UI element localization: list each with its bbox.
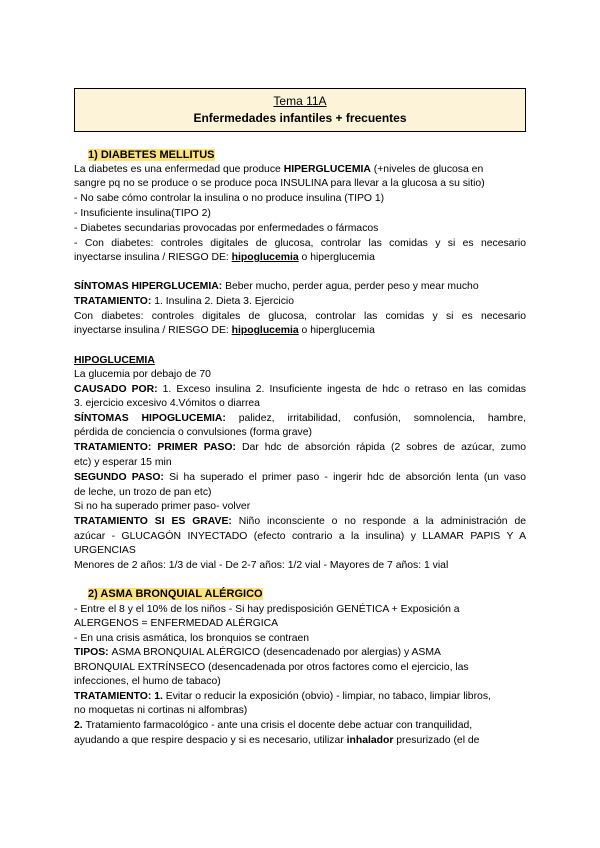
paragraph-line: infecciones, el humo de tabaco): [74, 676, 221, 687]
paragraph-line: URGENCIAS: [74, 545, 136, 556]
paragraph-line: etc) y esperar 15 min: [74, 457, 172, 468]
paragraph-line: TIPOS: ASMA BRONQUIAL ALÉRGICO (desencadenado por alergias) y ASMA: [74, 647, 441, 658]
paragraph-line: - Diabetes secundarias provocadas por enfermedades o fármacos: [74, 223, 379, 234]
paragraph-line: 2. Tratamiento farmacológico - ante una crisis el docente debe actuar con tranquilidad,: [74, 720, 473, 731]
paragraph-line: La diabetes es una enfermedad que produce HIPERGLUCEMIA (+niveles de glucosa en: [74, 164, 484, 175]
paragraph-line: TRATAMIENTO SI ES GRAVE: Niño inconsciente o no responde a la administración de: [74, 516, 526, 527]
paragraph-line: - En una crisis asmática, los bronquios se contraen: [74, 633, 310, 644]
paragraph-line: SEGUNDO PASO: Si ha superado el primer paso - ingerir hdc de absorción lenta (un vaso: [74, 472, 526, 483]
paragraph-line: La glucemia por debajo de 70: [74, 369, 211, 380]
paragraph-line: pérdida de conciencia o convulsiones (forma grave): [74, 427, 312, 438]
topic-title: Tema 11A: [273, 94, 327, 108]
paragraph-line: Con diabetes: controles digitales de glucosa, controlar las comidas y si es necesario: [74, 311, 526, 322]
paragraph-line: sangre pq no se produce o se produce poca INSULINA para llevar a la glucosa a su sitio): [74, 178, 485, 189]
paragraph-line: SÍNTOMAS HIPOGLUCEMIA: palidez, irritabilidad, confusión, somnolencia, hambre,: [74, 413, 526, 424]
paragraph-line: no moquetas ni cortinas ni alfombras): [74, 705, 248, 716]
paragraph-line: azúcar - GLUCAGÓN INYECTADO (efecto contrario a la insulina) y LLAMAR PAPIS Y A: [74, 531, 526, 542]
paragraph-line: TRATAMIENTO: 1. Evitar o reducir la exposición (obvio) - limpiar, no tabaco, limpiar libros,: [74, 691, 491, 702]
paragraph-line: 3. ejercicio excesivo 4.Vómitos o diarrea: [74, 398, 260, 409]
paragraph-line: inyectarse insulina / RIESGO DE: hipoglucemia o hiperglucemia: [74, 325, 375, 336]
paragraph-line: de leche, un trozo de pan etc): [74, 487, 212, 498]
paragraph-line: - Entre el 8 y el 10% de los niños - Si hay predisposición GENÉTICA + Exposición a: [74, 604, 460, 615]
topic-subtitle: Enfermedades infantiles + frecuentes: [193, 111, 407, 125]
section-heading-hipoglucemia: HIPOGLUCEMIA: [74, 355, 155, 366]
paragraph-line: TRATAMIENTO: 1. Insulina 2. Dieta 3. Ejercicio: [74, 296, 295, 307]
paragraph-line: inyectarse insulina / RIESGO DE: hipoglucemia o hiperglucemia: [74, 252, 375, 263]
paragraph-line: BRONQUIAL EXTRÍNSECO (desencadenada por otros factores como el ejercicio, las: [74, 662, 469, 673]
paragraph-line: - No sabe cómo controlar la insulina o no produce insulina (TIPO 1): [74, 193, 385, 204]
paragraph-line: ALERGENOS = ENFERMEDAD ALÉRGICA: [74, 618, 279, 629]
paragraph-line: - Insuficiente insulina(TIPO 2): [74, 208, 211, 219]
paragraph-line: ayudando a que respire despacio y si es necesario, utilizar inhalador presurizado (el de: [74, 735, 480, 746]
paragraph-line: TRATAMIENTO: PRIMER PASO: Dar hdc de absorción rápida (2 sobres de azúcar, zumo: [74, 442, 527, 453]
paragraph-line: CAUSADO POR: 1. Exceso insulina 2. Insuficiente ingesta de hdc o retraso en las comidas: [74, 384, 526, 395]
paragraph-line: SÍNTOMAS HIPERGLUCEMIA: Beber mucho, perder agua, perder peso y mear mucho: [74, 281, 479, 292]
section-heading-diabetes: 1) DIABETES MELLITUS: [88, 149, 215, 161]
paragraph-line: - Con diabetes: controles digitales de glucosa, controlar las comidas y si es necesario: [74, 238, 526, 249]
paragraph-line: Menores de 2 años: 1/3 de vial - De 2-7 años: 1/2 vial - Mayores de 7 años: 1 vial: [74, 560, 449, 571]
paragraph-line: Si no ha superado primer paso- volver: [74, 501, 251, 512]
title-box: [74, 88, 526, 132]
section-heading-asma: 2) ASMA BRONQUIAL ALÉRGICO: [88, 588, 263, 600]
